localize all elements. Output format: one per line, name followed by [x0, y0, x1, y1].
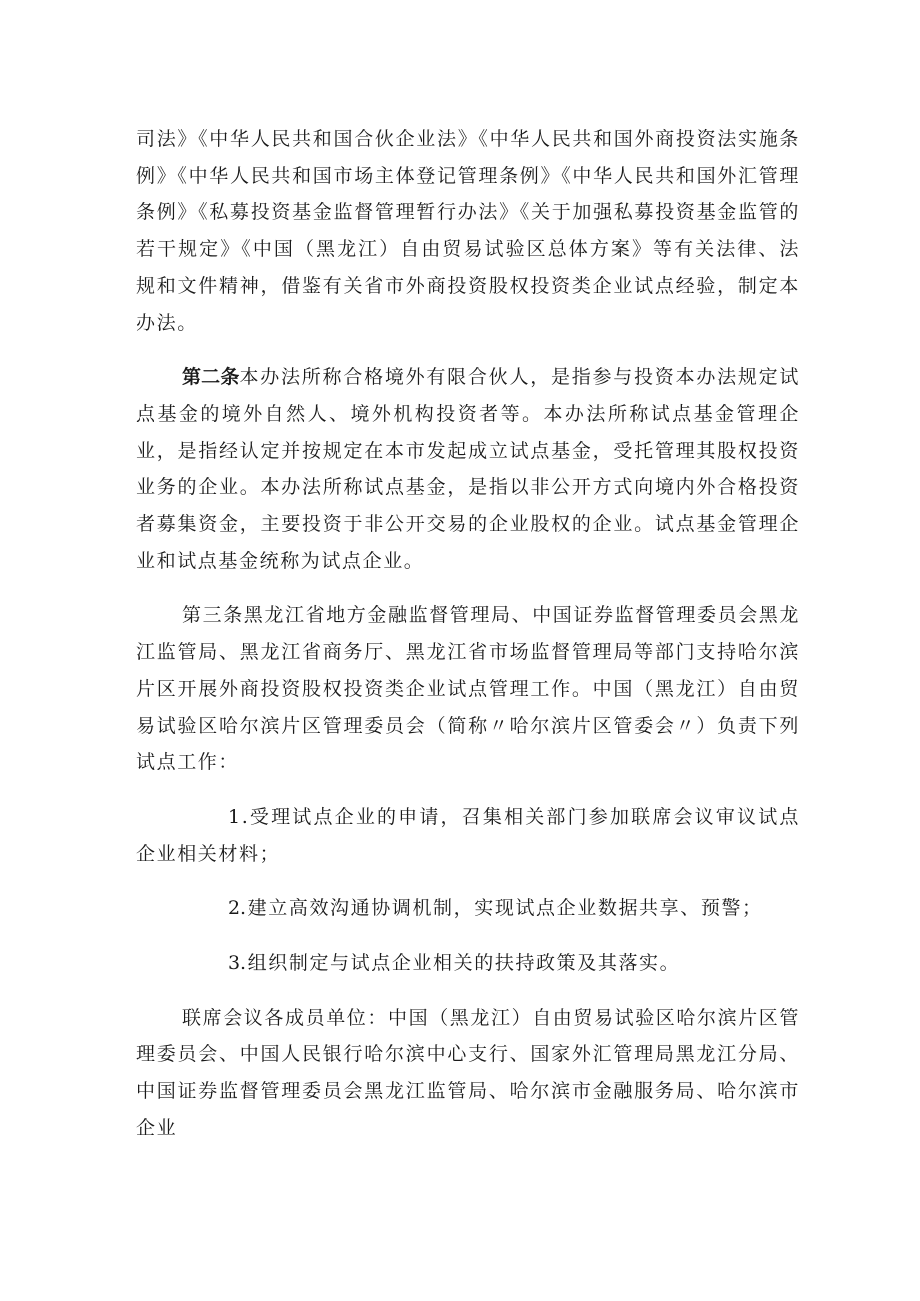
list-item-3-text: .组织制定与试点企业相关的扶持政策及其落实。 [240, 952, 681, 975]
article-2-body: 本办法所称合格境外有限合伙人，是指参与投资本办法规定试点基金的境外自然人、境外机构投资者等。本办法所称试点基金管理企业，是指经认定并按规定在本市发起成立试点基金，受托管理其股权投资业务的企业。本办法所称试点基金，是指以非公开方式向境内外合格投资者募集资金，主要投资于非公开交易的企业股权的企业。试点基金管理企业和试点基金统称为试点企业。 [136, 366, 800, 572]
list-item-2-number: 2 [228, 897, 242, 920]
paragraph-article-3: 第三条黑龙江省地方金融监督管理局、中国证券监督管理委员会黑龙江监管局、黑龙江省商务厅、黑龙江省市场监督管理局等部门支持哈尔滨片区开展外商投资股权投资类企业试点管理工作。中国（黑龙江）自由贸易试验区哈尔滨片区管理委员会（简称〃哈尔滨片区管委会〃）负责下列试点工作： [136, 604, 801, 774]
list-item-2 [136, 890, 800, 927]
list-item-3-number: 3 [228, 952, 242, 975]
article-2-heading: 第二条 [182, 366, 240, 389]
list-item-1 [136, 799, 800, 872]
list-item-3 [136, 945, 800, 982]
paragraph-legal-basis: 司法》《中华人民共和国合伙企业法》《中华人民共和国外商投资法实施条例》《中华人民共和国市场主体登记管理条例》《中华人民共和国外汇管理条例》《私募投资基金监督管理暂行办法》《关于加强私募投资基金监管的若干规定》《中国（黑龙江）自由贸易试验区总体方案》等有关法律、法规和文件精神，借鉴有关省市外商投资股权投资类企业试点经验，制定本办法。 [136, 128, 800, 334]
list-item-1-text: .受理试点企业的申请，召集相关部门参加联席会议审议试点企业相关材料； [136, 805, 800, 865]
list-item-1-number: 1 [228, 805, 242, 828]
paragraph-article-2 [136, 359, 800, 579]
list-item-2-text: .建立高效沟通协调机制，实现试点企业数据共享、预警； [240, 897, 763, 920]
paragraph-joint-meeting-members: 联席会议各成员单位：中国（黑龙江）自由贸易试验区哈尔滨片区管理委员会、中国人民银行哈尔滨中心支行、国家外汇管理局黑龙江分局、中国证券监督管理委员会黑龙江监管局、哈尔滨市金融服务局、哈尔滨市企业 [136, 1006, 801, 1139]
